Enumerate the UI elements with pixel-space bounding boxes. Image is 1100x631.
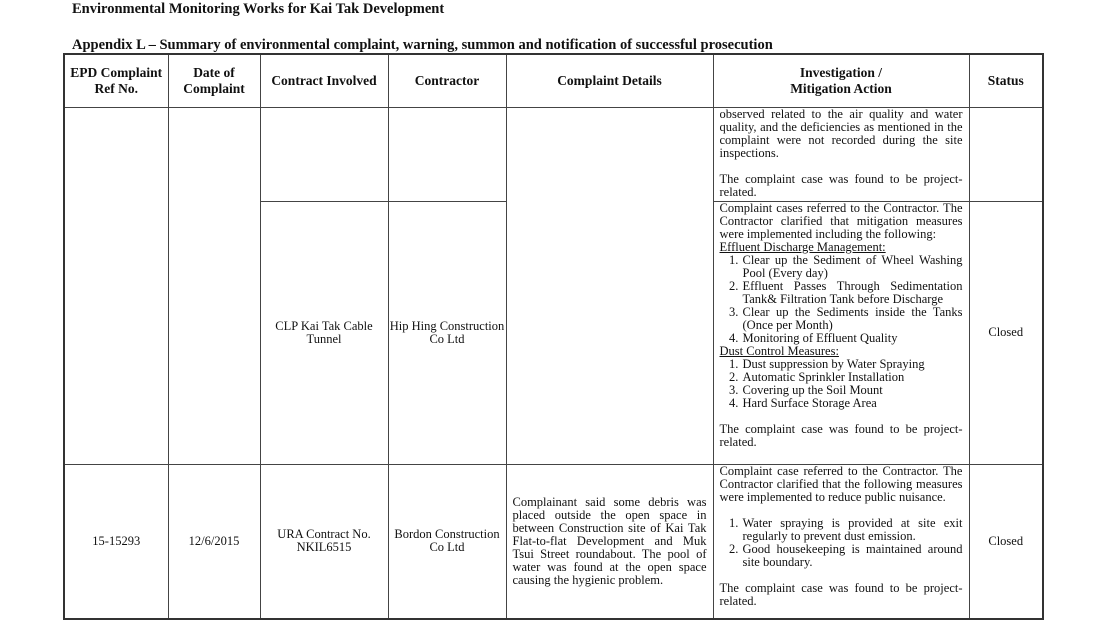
document-title: Environmental Monitoring Works for Kai Tak Development [72, 1, 445, 17]
complaint-summary-table [63, 53, 1044, 620]
list-item: 1. Dust suppression by Water Spraying [742, 358, 963, 371]
investigation-conclusion: The complaint case was found to be project-related. [719, 171, 963, 199]
table-row [64, 464, 1043, 619]
investigation-text: observed related to the air quality and water quality, and the deficiencies as mentioned in the complaint were not recorded during the site inspections. [719, 106, 963, 160]
contractor-cell: Bordon Construction Co Ltd [388, 464, 506, 619]
dust-heading: Dust Control Measures: [719, 343, 839, 358]
investigation-conclusion: The complaint case was found to be project-related. [719, 580, 963, 608]
investigation-intro: Complaint case referred to the Contractor. The Contractor clarified that the following measures were implemented to reduce public nuisance. [719, 463, 963, 504]
date-cell: 12/6/2015 [168, 464, 260, 619]
appendix-title: Appendix L – Summary of environmental complaint, warning, summon and notification of successful prosecution [72, 37, 773, 53]
header-ref-no: EPD Complaint Ref No. [64, 54, 168, 107]
contractor-cell: Hip Hing Construction Co Ltd [388, 201, 506, 464]
list-item: 3. Clear up the Sediments inside the Tanks (Once per Month) [742, 306, 963, 332]
header-investigation-line2: Mitigation Action [790, 80, 892, 96]
list-item: 2. Automatic Sprinkler Installation [742, 371, 963, 384]
list-item: 3. Covering up the Soil Mount [742, 384, 963, 397]
ref-cell-continued [64, 107, 168, 464]
effluent-list [720, 254, 963, 345]
list-item: 1. Water spraying is provided at site exit regularly to prevent dust emission. [742, 517, 963, 543]
header-status: Status [969, 54, 1043, 107]
header-investigation-line1: Investigation / [799, 64, 883, 80]
status-cell-continued [969, 107, 1043, 201]
header-date: Date of Complaint [168, 54, 260, 107]
investigation-cell [713, 464, 969, 619]
date-cell-continued [168, 107, 260, 464]
status-cell: Closed [969, 464, 1043, 619]
list-item: 4. Hard Surface Storage Area [742, 397, 963, 410]
contractor-cell-continued [388, 107, 506, 201]
measures-list [720, 517, 963, 569]
contract-cell: URA Contract No. NKIL6515 [260, 464, 388, 619]
investigation-cell-continued [713, 107, 969, 201]
ref-cell: 15-15293 [64, 464, 168, 619]
list-item: 2. Good housekeeping is maintained around site boundary. [742, 543, 963, 569]
details-cell: Complainant said some debris was placed outside the open space in between Construction site of Kai Tak Flat-to-flat Development and Muk Tsui Street roundabout. The pool of water was found at the open space causing the hygienic problem. [506, 464, 713, 619]
details-cell-continued [506, 107, 713, 464]
contract-cell: CLP Kai Tak Cable Tunnel [260, 201, 388, 464]
header-contract: Contract Involved [260, 54, 388, 107]
list-item: 2. Effluent Passes Through Sedimentation Tank& Filtration Tank before Discharge [742, 280, 963, 306]
effluent-heading: Effluent Discharge Management: [719, 239, 886, 254]
investigation-conclusion: The complaint case was found to be project-related. [719, 421, 963, 449]
investigation-cell [713, 201, 969, 464]
dust-list [720, 358, 963, 410]
list-item: 4. Monitoring of Effluent Quality [742, 332, 963, 345]
status-cell: Closed [969, 201, 1043, 464]
table-header-row [64, 54, 1043, 107]
header-contractor: Contractor [388, 54, 506, 107]
header-investigation [713, 54, 969, 107]
contract-cell-continued [260, 107, 388, 201]
investigation-intro: Complaint cases referred to the Contractor. The Contractor clarified that mitigation measures were implemented including the following: [719, 200, 963, 241]
table-row [64, 107, 1043, 201]
header-details: Complaint Details [506, 54, 713, 107]
list-item: 1. Clear up the Sediment of Wheel Washing Pool (Every day) [742, 254, 963, 280]
